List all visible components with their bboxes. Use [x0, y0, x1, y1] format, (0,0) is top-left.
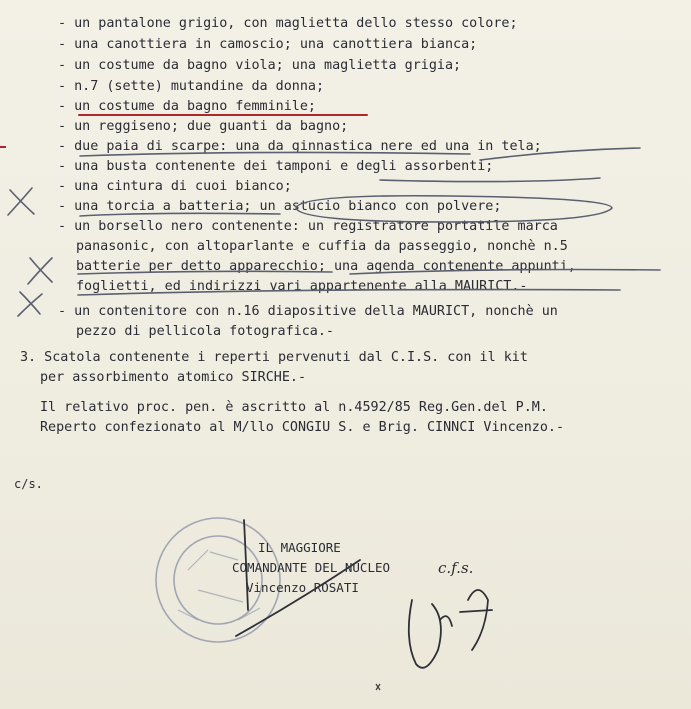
- signature-name: Vincenzo ROSATI: [246, 580, 359, 595]
- list-item: - un pantalone grigio, con maglietta dello stesso colore;: [58, 16, 518, 31]
- closing-line: Reperto confezionato al M/llo CONGIU S. e Brig. CINNCI Vincenzo.-: [40, 420, 565, 435]
- section-3-line: 3. Scatola contenente i reperti pervenuti dal C.I.S. con il kit: [20, 350, 528, 365]
- cs-mark: c/s.: [14, 477, 43, 491]
- list-item: - una cintura di cuoi bianco;: [58, 179, 292, 194]
- list-item: - un borsello nero contenente: un registratore portatile marca: [58, 219, 558, 234]
- list-item: - un costume da bagno viola; una maglietta grigia;: [58, 58, 462, 73]
- red-underline: [78, 114, 368, 116]
- list-item-continuation: panasonic, con altoparlante e cuffia da passeggio, nonchè n.5: [76, 239, 568, 254]
- list-item: - n.7 (sette) mutandine da donna;: [58, 79, 325, 94]
- list-item: - una busta contenente dei tamponi e degli assorbenti;: [58, 159, 494, 174]
- list-item-continuation: pezzo di pellicola fotografica.-: [76, 324, 334, 339]
- closing-line: Il relativo proc. pen. è ascritto al n.4592/85 Reg.Gen.del P.M.: [40, 400, 548, 415]
- list-item-continuation: foglietti, ed indirizzi vari appartenente alla MAURICT.-: [76, 279, 528, 294]
- list-item: - un reggiseno; due guanti da bagno;: [58, 119, 349, 134]
- list-item: - una canottiera in camoscio; una canottiera bianca;: [58, 37, 478, 52]
- list-item: - un contenitore con n.16 diapositive della MAURICT, nonchè un: [58, 304, 558, 319]
- list-item: - un costume da bagno femminile;: [58, 99, 316, 114]
- margin-tick: [0, 146, 6, 148]
- list-item-continuation: batterie per detto apparecchio; una agenda contenente appunti,: [76, 259, 576, 274]
- signature-note: c.f.s.: [438, 559, 474, 577]
- list-item: - una torcia a batteria; un astucio bianco con polvere;: [58, 199, 502, 214]
- signature-role: COMANDANTE DEL NUCLEO: [232, 560, 391, 575]
- signature-title: IL MAGGIORE: [258, 540, 341, 555]
- list-item: - due paia di scarpe: una da ginnastica nere ed una in tela;: [58, 139, 542, 154]
- section-3-line: per assorbimento atomico SIRCHE.-: [40, 370, 307, 385]
